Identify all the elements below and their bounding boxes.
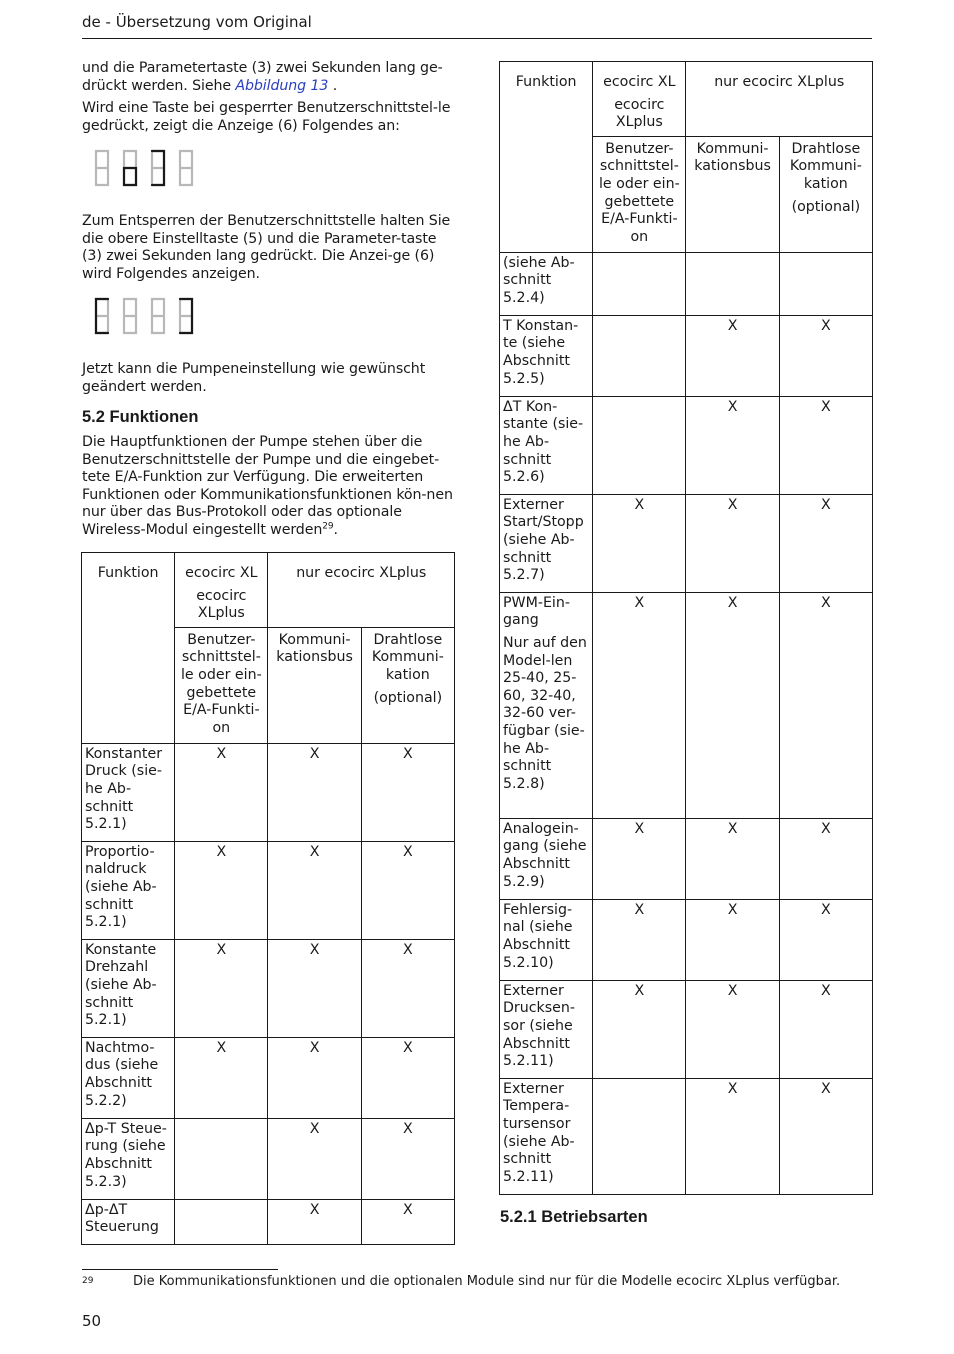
table-row: Fehlersig-nal (siehe Abschnitt 5.2.10) X X X — [500, 899, 873, 980]
table-row: Δp-T Steue-rung (siehe Abschnitt 5.2.3) X X — [82, 1118, 455, 1199]
footnote-divider — [82, 1269, 278, 1270]
table-row: Proportio-naldruck (siehe Ab-schnitt 5.2.1) X X X — [82, 841, 455, 939]
table-row: Konstanter Druck (sie-he Ab-schnitt 5.2.1) X X X — [82, 743, 455, 841]
page-number: 50 — [82, 1312, 102, 1330]
function-table-left — [81, 552, 455, 1245]
table-row: ΔT Kon-stante (sie-he Ab-schnitt 5.2.6) X X — [500, 396, 873, 494]
intro-paragraph-2: Wird eine Taste bei gesperrter Benutzerschnittstel-le gedrückt, zeigt die Anzeige (6) Folgendes an: — [82, 100, 451, 134]
footnote-ref[interactable]: 29 — [322, 521, 334, 532]
footnote-number: 29 — [82, 1276, 94, 1286]
subsection-heading: 5.2.1 Betriebsarten — [500, 1208, 648, 1226]
footnote-text: Die Kommunikationsfunktionen und die optionalen Module sind nur für die Modelle ecocirc XLplus verfügbar. — [133, 1274, 841, 1289]
header-only-plus: nur ecocirc XLplus — [268, 553, 455, 628]
table-row: T Konstan-te (siehe Abschnitt 5.2.5) X X — [500, 315, 873, 396]
display-unlocked-icon — [92, 296, 204, 336]
intro-paragraph-1: und die Parametertaste (3) zwei Sekunden lang ge-drückt werden. Siehe Abbildung 13 . — [82, 60, 443, 94]
section-body: Die Hauptfunktionen der Pumpe stehen über die Benutzerschnittstelle der Pumpe und die eingebet-tete E/A-Funktion zur Verfügung. Die erweiterten Funktionen oder Kommunikationsfunktionen kön-nen nur über das Bus-Protokoll oder das optionale Wireless-Modul eingestellt werden$^{29}$. — [82, 434, 453, 538]
header-model: ecocirc XL ecocirc XLplus — [175, 553, 268, 628]
header-wireless: Drahtlose Kommuni-kation (optional) — [779, 136, 872, 252]
header-ui: Benutzer-schnittstel-le oder ein-gebettete E/A-Funkti-on — [175, 627, 268, 743]
header-wireless: Drahtlose Kommuni-kation (optional) — [361, 627, 454, 743]
table-row: (siehe Ab-schnitt 5.2.4) — [500, 252, 873, 315]
function-table-right — [499, 61, 873, 1195]
table-row: Konstante Drehzahl (siehe Ab-schnitt 5.2.1) X X X — [82, 939, 455, 1037]
display-locked-icon — [92, 148, 204, 188]
section-heading: 5.2 Funktionen — [82, 408, 199, 426]
table-row: Externer Tempera-tursensor (siehe Ab-schnitt 5.2.11) X X — [500, 1078, 873, 1194]
intro-paragraph-3: Zum Entsperren der Benutzerschnittstelle halten Sie die obere Einstelltaste (5) und die Parameter-taste (3) zwei Sekunden lang gedrückt. Die Anzei-ge (6) wird Folgendes anzeigen. — [82, 213, 451, 282]
header-model: ecocirc XL ecocirc XLplus — [593, 62, 686, 137]
table-row: Analogein-gang (siehe Abschnitt 5.2.9) X X X — [500, 818, 873, 899]
header-bus: Kommuni-kationsbus — [268, 627, 361, 743]
figure-link[interactable]: Abbildung 13 — [235, 77, 329, 94]
intro-paragraph-4: Jetzt kann die Pumpeneinstellung wie gewünscht geändert werden. — [82, 361, 426, 395]
table-row: Externer Drucksen-sor (siehe Abschnitt 5.2.11) X X X — [500, 980, 873, 1078]
table-row: PWM-Ein-gang Nur auf den Model-len 25-40, 25-60, 32-40, 32-60 ver-fügbar (sie-he Ab-schnitt 5.2.8) X X X — [500, 592, 873, 818]
page-header: de - Übersetzung vom Original — [82, 14, 872, 39]
table-row: Externer Start/Stopp (siehe Ab-schnitt 5.2.7) X X X — [500, 494, 873, 592]
table-row: Δp-ΔT Steuerung X X — [82, 1199, 455, 1244]
header-bus: Kommuni-kationsbus — [686, 136, 779, 252]
table-row: Nachtmo-dus (siehe Abschnitt 5.2.2) X X X — [82, 1037, 455, 1118]
header-only-plus: nur ecocirc XLplus — [686, 62, 873, 137]
header-funktion: Funktion — [500, 62, 593, 253]
header-funktion: Funktion — [82, 553, 175, 744]
header-ui: Benutzer-schnittstel-le oder ein-gebettete E/A-Funkti-on — [593, 136, 686, 252]
